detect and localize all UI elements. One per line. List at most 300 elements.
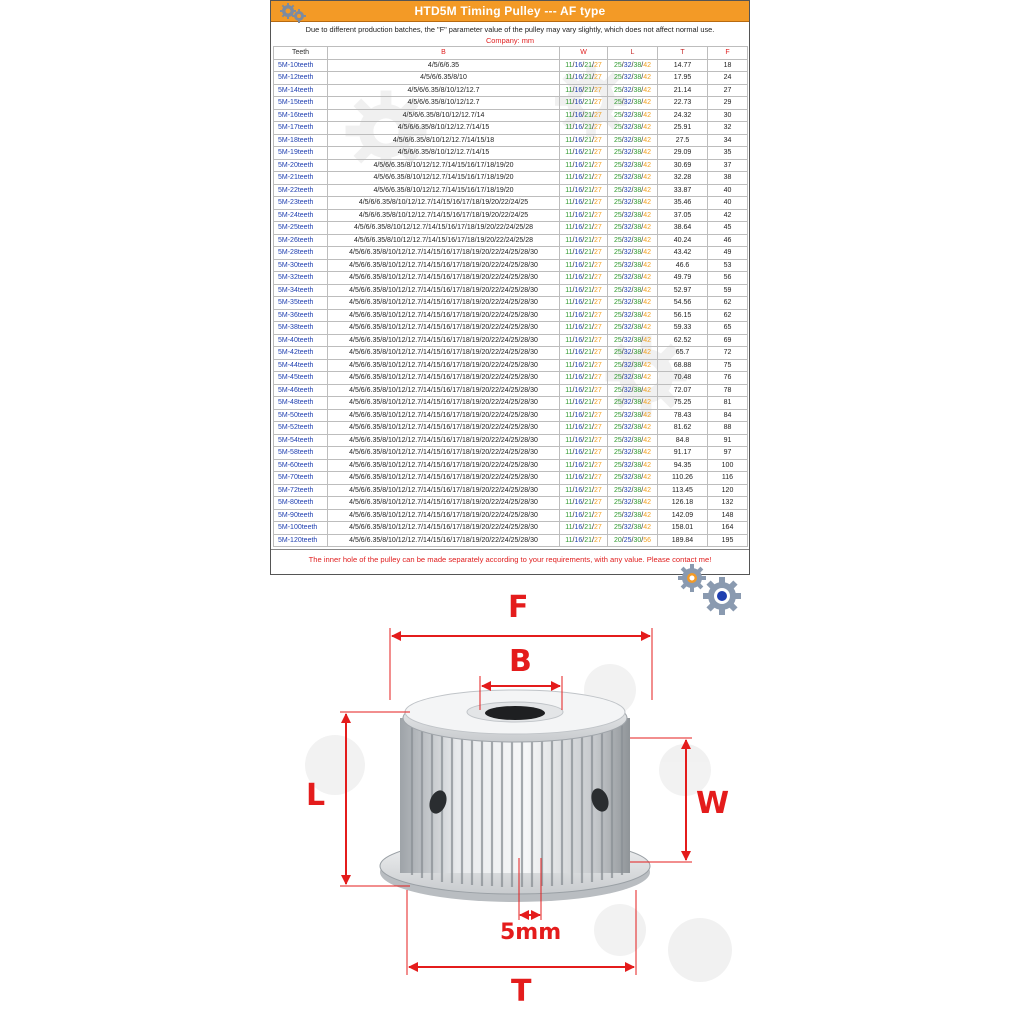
- l-cell-value: 25: [613, 61, 622, 69]
- table-row: [274, 522, 748, 535]
- l-cell-value: 38: [633, 199, 642, 207]
- l-cell-value: 42: [643, 111, 652, 119]
- table-row: [274, 409, 748, 422]
- l-cell-value: 25: [613, 174, 622, 182]
- t-cell: 25.91: [658, 122, 708, 135]
- bore-cell: 4/5/6/6.35/8/10/12/12.7/14/15/16/17/18/19/20/22/24/25/28: [328, 234, 560, 247]
- t-cell: 72.07: [658, 384, 708, 397]
- w-cell-value: 27: [593, 324, 602, 332]
- bore-cell: 4/5/6/6.35/8/10/12/12.7/14/15/16/17/18/19/20/22/24/25/28/30: [328, 247, 560, 260]
- t-cell: 158.01: [658, 522, 708, 535]
- l-cell: 25/32/38/42: [608, 184, 658, 197]
- w-cell-value: 21: [584, 186, 593, 194]
- l-cell-value: 38: [633, 499, 642, 507]
- l-cell-value: 42: [643, 486, 652, 494]
- teeth-cell: 5M-58teeth: [274, 447, 328, 460]
- w-cell-value: 27: [593, 511, 602, 519]
- l-cell-value: 38: [633, 149, 642, 157]
- table-title: HTD5M Timing Pulley --- AF type: [414, 4, 606, 18]
- bore-cell: 4/5/6/6.35/8/10/12/12.7: [328, 84, 560, 97]
- w-cell-value: 21: [584, 399, 593, 407]
- w-cell-value: 21: [584, 436, 593, 444]
- l-cell: 25/32/38/42: [608, 247, 658, 260]
- l-cell-value: 38: [633, 324, 642, 332]
- f-cell: 148: [708, 509, 748, 522]
- table-row: [274, 422, 748, 435]
- t-cell: 70.48: [658, 372, 708, 385]
- w-cell-value: 21: [584, 336, 593, 344]
- w-cell-value: 27: [593, 411, 602, 419]
- l-cell-value: 38: [633, 61, 642, 69]
- w-cell: 11/16/21/27: [560, 372, 608, 385]
- l-cell-value: 32: [623, 449, 632, 457]
- w-cell: 11/16/21/27: [560, 472, 608, 485]
- w-cell-value: 21: [584, 124, 593, 132]
- header-f: F: [708, 47, 748, 60]
- w-cell-value: 16: [574, 399, 583, 407]
- t-cell: 24.32: [658, 109, 708, 122]
- w-cell-value: 16: [574, 511, 583, 519]
- bore-cell: 4/5/6/6.35/8/10/12/12.7/14/15/16/17/18/19/20/22/24/25/28/30: [328, 434, 560, 447]
- l-cell-value: 38: [633, 336, 642, 344]
- w-cell-value: 16: [574, 374, 583, 382]
- bore-cell: 4/5/6/6.35/8/10/12/12.7/14/15/16/17/18/19/20/22/24/25/28/30: [328, 509, 560, 522]
- w-cell: 11/16/21/27: [560, 84, 608, 97]
- bore-cell: 4/5/6/6.35/8/10/12/12.7/14/15/16/17/18/19/20/22/24/25/28/30: [328, 472, 560, 485]
- teeth-cell: 5M-120teeth: [274, 534, 328, 547]
- l-cell-value: 38: [633, 124, 642, 132]
- bore-cell: 4/5/6/6.35/8/10/12/12.7/14/15/16/17/18/19/20/22/24/25/28/30: [328, 372, 560, 385]
- l-cell-value: 38: [633, 361, 642, 369]
- l-cell-value: 25: [613, 449, 622, 457]
- l-cell-value: 38: [633, 86, 642, 94]
- f-cell: 65: [708, 322, 748, 335]
- l-cell-value: 38: [633, 161, 642, 169]
- l-cell-value: 32: [623, 411, 632, 419]
- w-cell: 11/16/21/27: [560, 172, 608, 185]
- l-cell-value: 25: [613, 474, 622, 482]
- w-cell-value: 11: [565, 449, 573, 457]
- l-cell: 25/32/38/42: [608, 522, 658, 535]
- w-cell-value: 27: [593, 174, 602, 182]
- l-cell-value: 25: [623, 536, 632, 544]
- w-cell: 11/16/21/27: [560, 509, 608, 522]
- w-cell-value: 11: [565, 399, 573, 407]
- l-cell-value: 42: [643, 349, 652, 357]
- l-cell-value: 25: [613, 461, 622, 469]
- w-cell-value: 27: [593, 486, 602, 494]
- table-row: [274, 97, 748, 110]
- w-cell-value: 21: [584, 361, 593, 369]
- teeth-cell: 5M-35teeth: [274, 297, 328, 310]
- bore-cell: 4/5/6/6.35/8/10/12/12.7/14/15/16/17/18/19/20/22/24/25/28/30: [328, 334, 560, 347]
- w-cell-value: 11: [565, 324, 573, 332]
- w-cell-value: 21: [584, 199, 593, 207]
- table-row: [274, 322, 748, 335]
- w-cell: 11/16/21/27: [560, 422, 608, 435]
- l-cell-value: 42: [643, 436, 652, 444]
- teeth-cell: 5M-38teeth: [274, 322, 328, 335]
- l-cell-value: 32: [623, 349, 632, 357]
- w-cell: 11/16/21/27: [560, 59, 608, 72]
- w-cell-value: 27: [593, 436, 602, 444]
- w-cell-value: 27: [593, 61, 602, 69]
- w-cell-value: 11: [565, 411, 573, 419]
- w-cell: 11/16/21/27: [560, 222, 608, 235]
- w-cell-value: 11: [565, 174, 573, 182]
- l-cell: 25/32/38/42: [608, 472, 658, 485]
- bore-cell: 4/5/6/6.35/8/10/12/12.7/14/15/16/17/18/19/20: [328, 159, 560, 172]
- l-cell: 25/32/38/42: [608, 134, 658, 147]
- table-row: [274, 172, 748, 185]
- teeth-cell: 5M-22teeth: [274, 184, 328, 197]
- l-cell-value: 38: [633, 174, 642, 182]
- l-cell-value: 42: [643, 124, 652, 132]
- t-cell: 35.46: [658, 197, 708, 210]
- l-cell-value: 42: [643, 211, 652, 219]
- f-cell: 35: [708, 147, 748, 160]
- w-cell: 11/16/21/27: [560, 159, 608, 172]
- l-cell-value: 32: [623, 386, 632, 394]
- teeth-cell: 5M-44teeth: [274, 359, 328, 372]
- w-cell: 11/16/21/27: [560, 334, 608, 347]
- w-cell-value: 11: [565, 299, 573, 307]
- f-cell: 45: [708, 222, 748, 235]
- w-cell-value: 16: [574, 336, 583, 344]
- l-cell-value: 32: [623, 299, 632, 307]
- teeth-cell: 5M-70teeth: [274, 472, 328, 485]
- table-row: [274, 534, 748, 547]
- l-cell-value: 25: [613, 486, 622, 494]
- table-row: [274, 209, 748, 222]
- bore-cell: 4/5/6/6.35/8/10/12/12.7/14/15/18: [328, 134, 560, 147]
- table-row: [274, 234, 748, 247]
- l-cell-value: 25: [613, 186, 622, 194]
- w-cell: 11/16/21/27: [560, 147, 608, 160]
- w-cell: 11/16/21/27: [560, 234, 608, 247]
- teeth-cell: 5M-72teeth: [274, 484, 328, 497]
- w-cell-value: 21: [584, 374, 593, 382]
- table-row: [274, 222, 748, 235]
- l-cell: 25/32/38/42: [608, 259, 658, 272]
- l-cell-value: 32: [623, 249, 632, 257]
- w-cell-value: 27: [593, 136, 602, 144]
- bore-cell: 4/5/6/6.35/8/10/12/12.7/14/15/16/17/18/19/20/22/24/25: [328, 197, 560, 210]
- l-cell-value: 32: [623, 361, 632, 369]
- f-cell: 72: [708, 347, 748, 360]
- bore-cell: 4/5/6/6.35/8/10/12/12.7/14/15/16/17/18/19/20: [328, 184, 560, 197]
- w-cell-value: 11: [565, 424, 573, 432]
- teeth-cell: 5M-16teeth: [274, 109, 328, 122]
- w-cell-value: 11: [565, 261, 573, 269]
- w-cell-value: 11: [565, 186, 573, 194]
- w-cell-value: 21: [584, 224, 593, 232]
- table-row: [274, 122, 748, 135]
- w-cell-value: 21: [584, 274, 593, 282]
- w-cell-value: 16: [574, 61, 583, 69]
- w-cell-value: 21: [584, 61, 593, 69]
- f-cell: 37: [708, 159, 748, 172]
- w-cell-value: 16: [574, 86, 583, 94]
- l-cell-value: 38: [633, 211, 642, 219]
- bore-cell: 4/5/6/6.35/8/10/12/12.7/14/15/16/17/18/19/20/22/24/25/28/30: [328, 322, 560, 335]
- teeth-cell: 5M-19teeth: [274, 147, 328, 160]
- teeth-cell: 5M-54teeth: [274, 434, 328, 447]
- l-cell-value: 42: [643, 174, 652, 182]
- l-cell-value: 56: [643, 536, 652, 544]
- w-cell-value: 21: [584, 461, 593, 469]
- w-cell-value: 11: [565, 499, 573, 507]
- t-cell: 17.95: [658, 72, 708, 85]
- l-cell-value: 32: [623, 224, 632, 232]
- w-cell-value: 16: [574, 524, 583, 532]
- teeth-cell: 5M-10teeth: [274, 59, 328, 72]
- l-cell-value: 42: [643, 299, 652, 307]
- custom-bore-note: The inner hole of the pulley can be made separately according to your requirements, with any value. Please contact me!: [308, 555, 712, 564]
- teeth-cell: 5M-28teeth: [274, 247, 328, 260]
- bore-cell: 4/5/6/6.35/8/10/12/12.7/14/15/16/17/18/19/20/22/24/25/28/30: [328, 484, 560, 497]
- l-cell-value: 25: [613, 149, 622, 157]
- w-cell: 11/16/21/27: [560, 184, 608, 197]
- w-cell: 11/16/21/27: [560, 409, 608, 422]
- w-cell-value: 11: [565, 461, 573, 469]
- w-cell-value: 27: [593, 499, 602, 507]
- l-cell-value: 38: [633, 436, 642, 444]
- w-cell-value: 16: [574, 236, 583, 244]
- w-cell-value: 16: [574, 436, 583, 444]
- f-cell: 32: [708, 122, 748, 135]
- l-cell: 25/32/38/42: [608, 172, 658, 185]
- w-cell-value: 16: [574, 124, 583, 132]
- bore-cell: 4/5/6/6.35/8/10/12/12.7/14/15/16/17/18/19/20/22/24/25/28/30: [328, 409, 560, 422]
- l-cell-value: 32: [623, 424, 632, 432]
- f-cell: 76: [708, 372, 748, 385]
- table-row: [274, 384, 748, 397]
- table-row: [274, 309, 748, 322]
- teeth-cell: 5M-30teeth: [274, 259, 328, 272]
- w-cell-value: 21: [584, 474, 593, 482]
- w-cell: 11/16/21/27: [560, 197, 608, 210]
- w-cell-value: 27: [593, 149, 602, 157]
- w-cell-value: 27: [593, 199, 602, 207]
- table-row: [274, 347, 748, 360]
- w-cell-value: 27: [593, 349, 602, 357]
- table-row: [274, 472, 748, 485]
- l-cell-value: 25: [613, 361, 622, 369]
- t-cell: 29.09: [658, 147, 708, 160]
- teeth-cell: 5M-52teeth: [274, 422, 328, 435]
- w-cell: 11/16/21/27: [560, 72, 608, 85]
- t-cell: 94.35: [658, 459, 708, 472]
- w-cell: 11/16/21/27: [560, 497, 608, 510]
- w-cell-value: 27: [593, 224, 602, 232]
- l-cell-value: 42: [643, 499, 652, 507]
- l-cell-value: 32: [623, 111, 632, 119]
- l-cell-value: 25: [613, 299, 622, 307]
- l-cell-value: 25: [613, 511, 622, 519]
- t-cell: 91.17: [658, 447, 708, 460]
- w-cell-value: 16: [574, 474, 583, 482]
- l-cell-value: 42: [643, 236, 652, 244]
- w-cell-value: 16: [574, 449, 583, 457]
- w-cell-value: 16: [574, 461, 583, 469]
- l-cell: 25/32/38/42: [608, 509, 658, 522]
- l-cell-value: 38: [633, 474, 642, 482]
- l-cell-value: 32: [623, 186, 632, 194]
- l-cell-value: 32: [623, 161, 632, 169]
- l-cell-value: 25: [613, 211, 622, 219]
- l-cell-value: 38: [633, 449, 642, 457]
- f-cell: 62: [708, 297, 748, 310]
- spec-table: [273, 46, 748, 547]
- dimension-label-l: L: [306, 778, 326, 813]
- l-cell-value: 25: [613, 199, 622, 207]
- l-cell-value: 30: [633, 536, 642, 544]
- table-row: [274, 247, 748, 260]
- table-row: [274, 84, 748, 97]
- t-cell: 49.79: [658, 272, 708, 285]
- l-cell: 25/32/38/42: [608, 409, 658, 422]
- l-cell-value: 32: [623, 61, 632, 69]
- w-cell-value: 27: [593, 236, 602, 244]
- w-cell: 11/16/21/27: [560, 97, 608, 110]
- table-row: [274, 159, 748, 172]
- w-cell-value: 27: [593, 524, 602, 532]
- f-cell: 75: [708, 359, 748, 372]
- w-cell-value: 27: [593, 261, 602, 269]
- l-cell-value: 25: [613, 499, 622, 507]
- w-cell-value: 11: [565, 511, 573, 519]
- w-cell-value: 21: [584, 249, 593, 257]
- t-cell: 43.42: [658, 247, 708, 260]
- f-cell: 78: [708, 384, 748, 397]
- w-cell: 11/16/21/27: [560, 434, 608, 447]
- teeth-cell: 5M-100teeth: [274, 522, 328, 535]
- l-cell: 25/32/38/42: [608, 497, 658, 510]
- f-cell: 100: [708, 459, 748, 472]
- l-cell: 25/32/38/42: [608, 97, 658, 110]
- l-cell-value: 42: [643, 224, 652, 232]
- bore-cell: 4/5/6/6.35: [328, 59, 560, 72]
- header-w: W: [560, 47, 608, 60]
- l-cell-value: 32: [623, 499, 632, 507]
- w-cell: 11/16/21/27: [560, 284, 608, 297]
- w-cell-value: 21: [584, 486, 593, 494]
- table-row: [274, 259, 748, 272]
- w-cell-value: 27: [593, 311, 602, 319]
- l-cell: 25/32/38/42: [608, 434, 658, 447]
- t-cell: 40.24: [658, 234, 708, 247]
- w-cell: 11/16/21/27: [560, 297, 608, 310]
- w-cell-value: 11: [565, 161, 573, 169]
- t-cell: 46.6: [658, 259, 708, 272]
- teeth-cell: 5M-21teeth: [274, 172, 328, 185]
- w-cell-value: 27: [593, 374, 602, 382]
- t-cell: 126.18: [658, 497, 708, 510]
- w-cell-value: 21: [584, 499, 593, 507]
- l-cell-value: 38: [633, 311, 642, 319]
- w-cell-value: 27: [593, 361, 602, 369]
- bore-cell: 4/5/6/6.35/8/10/12/12.7/14/15/16/17/18/19/20/22/24/25/28/30: [328, 422, 560, 435]
- w-cell-value: 11: [565, 436, 573, 444]
- l-cell: 25/32/38/42: [608, 322, 658, 335]
- l-cell-value: 42: [643, 424, 652, 432]
- dimension-label-b: B: [509, 644, 532, 679]
- l-cell-value: 32: [623, 149, 632, 157]
- l-cell-value: 25: [613, 261, 622, 269]
- table-row: [274, 334, 748, 347]
- l-cell-value: 42: [643, 61, 652, 69]
- table-row: [274, 459, 748, 472]
- w-cell-value: 27: [593, 449, 602, 457]
- f-cell: 132: [708, 497, 748, 510]
- w-cell-value: 16: [574, 411, 583, 419]
- f-cell: 195: [708, 534, 748, 547]
- w-cell-value: 11: [565, 124, 573, 132]
- l-cell-value: 38: [633, 224, 642, 232]
- w-cell: 11/16/21/27: [560, 309, 608, 322]
- l-cell-value: 25: [613, 311, 622, 319]
- w-cell-value: 21: [584, 511, 593, 519]
- w-cell: 11/16/21/27: [560, 259, 608, 272]
- l-cell-value: 25: [613, 249, 622, 257]
- f-cell: 69: [708, 334, 748, 347]
- l-cell-value: 32: [623, 486, 632, 494]
- t-cell: 75.25: [658, 397, 708, 410]
- w-cell-value: 21: [584, 161, 593, 169]
- table-row: [274, 59, 748, 72]
- t-cell: 110.26: [658, 472, 708, 485]
- w-cell-value: 21: [584, 411, 593, 419]
- w-cell-value: 11: [565, 524, 573, 532]
- w-cell-value: 11: [565, 74, 573, 82]
- w-cell: 11/16/21/27: [560, 447, 608, 460]
- l-cell-value: 38: [633, 299, 642, 307]
- bore-cell: 4/5/6/6.35/8/10/12/12.7/14/15/16/17/18/19/20/22/24/25/28/30: [328, 359, 560, 372]
- w-cell: 11/16/21/27: [560, 209, 608, 222]
- l-cell: 25/32/38/42: [608, 447, 658, 460]
- f-cell: 84: [708, 409, 748, 422]
- l-cell-value: 42: [643, 399, 652, 407]
- f-cell: 88: [708, 422, 748, 435]
- f-cell: 42: [708, 209, 748, 222]
- w-cell: 11/16/21/27: [560, 134, 608, 147]
- w-cell-value: 16: [574, 349, 583, 357]
- l-cell: 25/32/38/42: [608, 347, 658, 360]
- w-cell-value: 16: [574, 486, 583, 494]
- f-cell: 91: [708, 434, 748, 447]
- w-cell-value: 27: [593, 461, 602, 469]
- l-cell-value: 42: [643, 374, 652, 382]
- l-cell-value: 25: [613, 274, 622, 282]
- dimension-label-pitch: 5mm: [500, 920, 562, 945]
- t-cell: 68.88: [658, 359, 708, 372]
- l-cell-value: 25: [613, 374, 622, 382]
- f-cell: 62: [708, 309, 748, 322]
- bore-cell: 4/5/6/6.35/8/10/12/12.7/14/15/16/17/18/19/20/22/24/25/28/30: [328, 397, 560, 410]
- w-cell-value: 27: [593, 161, 602, 169]
- t-cell: 33.87: [658, 184, 708, 197]
- w-cell-value: 11: [565, 474, 573, 482]
- l-cell-value: 42: [643, 386, 652, 394]
- w-cell-value: 27: [593, 399, 602, 407]
- l-cell-value: 25: [613, 161, 622, 169]
- unit-label: Company: mm: [485, 36, 535, 45]
- l-cell-value: 32: [623, 399, 632, 407]
- w-cell-value: 16: [574, 99, 583, 107]
- l-cell-value: 42: [643, 99, 652, 107]
- l-cell-value: 32: [623, 274, 632, 282]
